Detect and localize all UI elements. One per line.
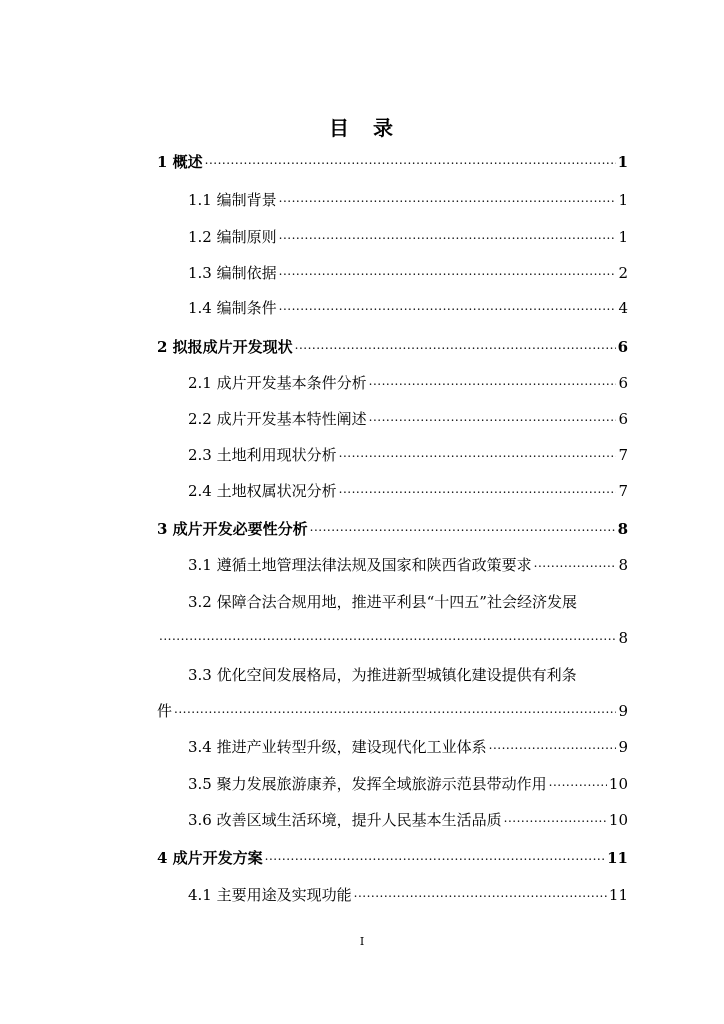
toc-entry-page: 2 (618, 264, 628, 282)
toc-entry-label: 1.4 编制条件 (188, 299, 277, 317)
toc-entry-label: 3 成片开发必要性分析 (157, 520, 308, 538)
toc-entry-page: 9 (618, 702, 628, 720)
toc-entry-3-4[interactable] (188, 737, 628, 757)
page-number-footer: I (359, 935, 365, 948)
toc-entry-label: 2.1 成片开发基本条件分析 (188, 374, 367, 392)
toc-leader-dots (174, 701, 616, 721)
toc-entry-1-2[interactable] (188, 227, 628, 247)
toc-entry-label: 件 (157, 702, 173, 720)
toc-leader-dots (534, 555, 617, 575)
toc-entry-page: 8 (618, 629, 628, 647)
toc-entry-2-1[interactable] (188, 373, 628, 393)
toc-leader-dots (279, 227, 617, 247)
toc-entry-page: 1 (618, 228, 628, 246)
toc-leader-dots (339, 445, 617, 465)
toc-leader-dots (295, 337, 616, 357)
toc-entry-page: 11 (608, 886, 628, 904)
toc-entry-3-2-line1[interactable]: 3.2 保障合法合规用地，推进平利县“十四五”社会经济发展 (188, 593, 577, 611)
toc-entry-label: 1 概述 (157, 153, 203, 171)
toc-entry-page: 6 (618, 374, 628, 392)
toc-entry-3-6[interactable] (188, 810, 628, 830)
toc-leader-dots (504, 810, 607, 830)
toc-entry-3-5[interactable] (188, 774, 628, 794)
toc-title: 目 录 (329, 116, 395, 140)
toc-entry-label: 2.4 土地权属状况分析 (188, 482, 337, 500)
toc-entry-label: 3.4 推进产业转型升级，建设现代化工业体系 (188, 738, 487, 756)
toc-leader-dots (279, 298, 617, 318)
toc-entry-1-3[interactable] (188, 263, 628, 283)
toc-entry-label: 1.1 编制背景 (188, 191, 277, 209)
toc-entry-3[interactable] (157, 519, 628, 539)
toc-entry-page: 1 (617, 153, 628, 171)
toc-entry-page: 6 (617, 338, 628, 356)
toc-leader-dots (339, 481, 617, 501)
toc-leader-dots (354, 885, 607, 905)
toc-leader-dots (489, 737, 617, 757)
toc-entry-1-1[interactable] (188, 190, 628, 210)
toc-leader-dots (549, 774, 607, 794)
toc-entry-2[interactable] (157, 337, 628, 357)
toc-leader-dots (205, 152, 616, 172)
toc-entry-page: 10 (608, 811, 628, 829)
toc-entry-3-3-line1[interactable]: 3.3 优化空间发展格局，为推进新型城镇化建设提供有利条 (188, 666, 577, 684)
toc-leader-dots (279, 263, 617, 283)
toc-entry-label: 4.1 主要用途及实现功能 (188, 886, 352, 904)
toc-entry-page: 8 (617, 520, 628, 538)
toc-entry-1[interactable] (157, 152, 628, 172)
toc-entry-page: 7 (618, 446, 628, 464)
toc-entry-1-4[interactable] (188, 298, 628, 318)
toc-entry-label: 2 拟报成片开发现状 (157, 338, 293, 356)
toc-entry-page: 6 (618, 410, 628, 428)
toc-entry-label: 1.3 编制依据 (188, 264, 277, 282)
toc-entry-page: 9 (618, 738, 628, 756)
toc-entry-3-3-line2[interactable] (157, 701, 628, 721)
toc-leader-dots (159, 628, 616, 648)
toc-entry-label: 1.2 编制原则 (188, 228, 277, 246)
toc-entry-page: 1 (618, 191, 628, 209)
toc-entry-page: 10 (608, 775, 628, 793)
toc-leader-dots (265, 848, 605, 868)
toc-entry-2-4[interactable] (188, 481, 628, 501)
toc-entry-2-3[interactable] (188, 445, 628, 465)
toc-entry-2-2[interactable] (188, 409, 628, 429)
toc-entry-label: 2.3 土地利用现状分析 (188, 446, 337, 464)
toc-entry-page: 7 (618, 482, 628, 500)
toc-entry-3-2-line2[interactable] (157, 628, 628, 648)
toc-entry-label: 3.5 聚力发展旅游康养，发挥全域旅游示范县带动作用 (188, 775, 547, 793)
toc-entry-3-1[interactable] (188, 555, 628, 575)
toc-entry-4[interactable] (157, 848, 628, 868)
toc-entry-label: 3.6 改善区域生活环境，提升人民基本生活品质 (188, 811, 502, 829)
toc-entry-page: 4 (618, 299, 628, 317)
toc-leader-dots (369, 409, 617, 429)
toc-entry-label: 4 成片开发方案 (157, 849, 263, 867)
toc-entry-page: 8 (618, 556, 628, 574)
toc-entry-page: 11 (607, 849, 628, 867)
toc-leader-dots (369, 373, 617, 393)
toc-entry-label: 2.2 成片开发基本特性阐述 (188, 410, 367, 428)
toc-entry-label: 3.1 遵循土地管理法律法规及国家和陕西省政策要求 (188, 556, 532, 574)
toc-entry-4-1[interactable] (188, 885, 628, 905)
toc-leader-dots (310, 519, 616, 539)
toc-leader-dots (279, 190, 617, 210)
